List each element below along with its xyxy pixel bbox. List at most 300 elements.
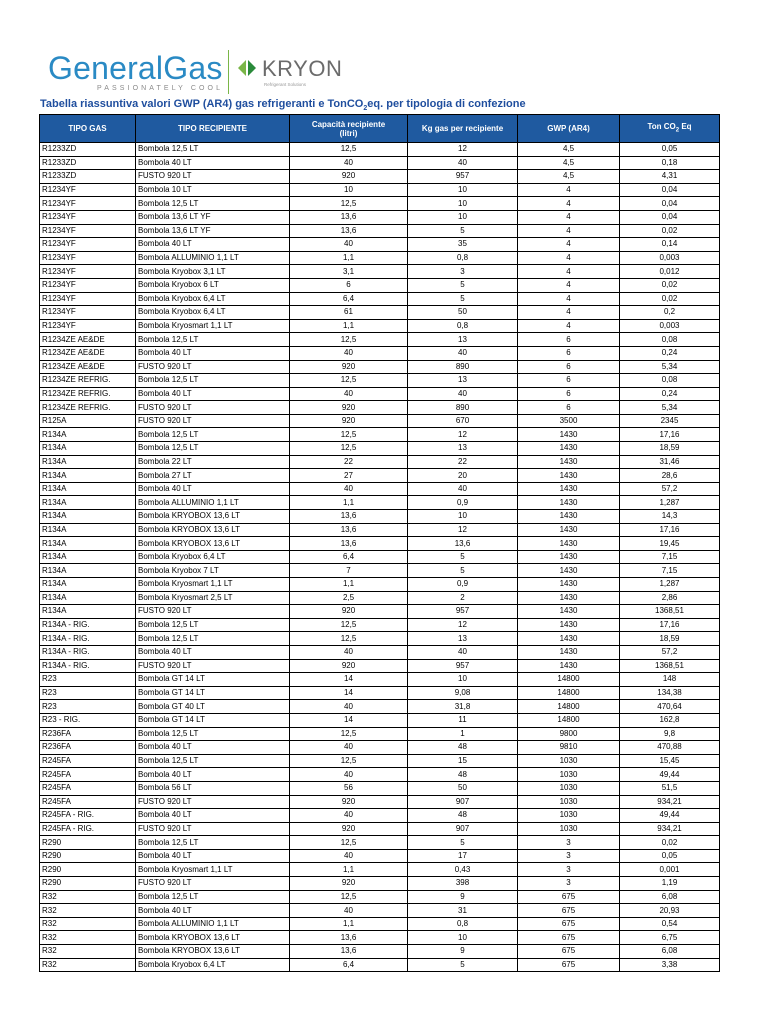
table-row	[40, 822, 720, 836]
table-row	[40, 482, 720, 496]
cell-gwp: 4	[518, 278, 620, 292]
cell-gwp: 1430	[518, 510, 620, 524]
cell-capacita: 13,6	[290, 537, 408, 551]
logo-tagline: PASSIONATELY COOL	[97, 85, 224, 92]
cell-kg: 5	[408, 550, 518, 564]
cell-capacita: 6,4	[290, 958, 408, 972]
cell-tipo-gas: R1233ZD	[40, 156, 136, 170]
cell-gwp: 9810	[518, 741, 620, 755]
cell-gwp: 4	[518, 306, 620, 320]
cell-ton-co2: 6,75	[620, 931, 720, 945]
cell-capacita: 40	[290, 700, 408, 714]
cell-capacita: 6	[290, 278, 408, 292]
cell-tipo-gas: R32	[40, 890, 136, 904]
cell-tipo-gas: R1234ZE REFRIG.	[40, 387, 136, 401]
cell-kg: 398	[408, 877, 518, 891]
cell-tipo-recipiente: Bombola Kryobox 6,4 LT	[136, 958, 290, 972]
table-row	[40, 510, 720, 524]
cell-capacita: 1,1	[290, 319, 408, 333]
cell-kg: 957	[408, 605, 518, 619]
cell-capacita: 27	[290, 469, 408, 483]
cell-tipo-recipiente: Bombola ALLUMINIO 1,1 LT	[136, 496, 290, 510]
cell-capacita: 12,5	[290, 754, 408, 768]
cell-ton-co2: 0,04	[620, 197, 720, 211]
cell-capacita: 1,1	[290, 496, 408, 510]
cell-tipo-recipiente: Bombola 13,6 LT YF	[136, 210, 290, 224]
cell-tipo-recipiente: Bombola 40 LT	[136, 849, 290, 863]
cell-gwp: 1430	[518, 550, 620, 564]
cell-kg: 48	[408, 741, 518, 755]
cell-kg: 907	[408, 795, 518, 809]
kryon-leaf-icon	[236, 58, 258, 78]
table-row	[40, 781, 720, 795]
cell-tipo-recipiente: Bombola KRYOBOX 13,6 LT	[136, 931, 290, 945]
cell-capacita: 7	[290, 564, 408, 578]
table-row	[40, 945, 720, 959]
table-row	[40, 306, 720, 320]
page-title	[40, 98, 526, 112]
cell-capacita: 2,5	[290, 591, 408, 605]
cell-capacita: 40	[290, 768, 408, 782]
cell-gwp: 1430	[518, 455, 620, 469]
cell-tipo-gas: R23 - RIG.	[40, 713, 136, 727]
cell-kg: 31	[408, 904, 518, 918]
cell-gwp: 4	[518, 210, 620, 224]
cell-tipo-gas: R236FA	[40, 727, 136, 741]
cell-tipo-gas: R245FA	[40, 795, 136, 809]
cell-tipo-recipiente: Bombola 12,5 LT	[136, 197, 290, 211]
cell-tipo-recipiente: Bombola 12,5 LT	[136, 890, 290, 904]
cell-tipo-recipiente: Bombola 27 LT	[136, 469, 290, 483]
cell-gwp: 1430	[518, 618, 620, 632]
cell-capacita: 13,6	[290, 523, 408, 537]
table-row	[40, 958, 720, 972]
cell-kg: 50	[408, 781, 518, 795]
cell-kg: 5	[408, 292, 518, 306]
table-row	[40, 618, 720, 632]
cell-gwp: 6	[518, 387, 620, 401]
cell-tipo-gas: R1234YF	[40, 251, 136, 265]
cell-tipo-recipiente: Bombola ALLUMINIO 1,1 LT	[136, 917, 290, 931]
cell-kg: 10	[408, 183, 518, 197]
cell-kg: 10	[408, 510, 518, 524]
cell-tipo-recipiente: FUSTO 920 LT	[136, 877, 290, 891]
cell-kg: 2	[408, 591, 518, 605]
cell-tipo-recipiente: FUSTO 920 LT	[136, 170, 290, 184]
cell-ton-co2: 0,08	[620, 333, 720, 347]
cell-tipo-gas: R23	[40, 700, 136, 714]
cell-tipo-gas: R134A - RIG.	[40, 618, 136, 632]
cell-capacita: 12,5	[290, 890, 408, 904]
cell-tipo-gas: R32	[40, 945, 136, 959]
cell-ton-co2: 0,24	[620, 387, 720, 401]
cell-capacita: 12,5	[290, 428, 408, 442]
cell-capacita: 12,5	[290, 442, 408, 456]
table-row	[40, 346, 720, 360]
cell-capacita: 920	[290, 795, 408, 809]
cell-kg: 13	[408, 632, 518, 646]
cell-tipo-recipiente: Bombola Kryobox 6 LT	[136, 278, 290, 292]
cell-kg: 5	[408, 224, 518, 238]
table-row	[40, 143, 720, 157]
cell-ton-co2: 0,02	[620, 292, 720, 306]
cell-tipo-gas: R245FA - RIG.	[40, 809, 136, 823]
cell-gwp: 4,5	[518, 143, 620, 157]
cell-ton-co2: 19,45	[620, 537, 720, 551]
table-row	[40, 550, 720, 564]
cell-tipo-gas: R1234YF	[40, 306, 136, 320]
cell-kg: 12	[408, 523, 518, 537]
cell-kg: 0,9	[408, 578, 518, 592]
cell-capacita: 6,4	[290, 550, 408, 564]
cell-capacita: 12,5	[290, 836, 408, 850]
cell-gwp: 4,5	[518, 170, 620, 184]
cell-ton-co2: 5,34	[620, 401, 720, 415]
title-sub: 2	[363, 105, 368, 113]
cell-tipo-gas: R134A	[40, 537, 136, 551]
logo-brand-second: Gas	[163, 50, 223, 86]
cell-tipo-recipiente: Bombola 22 LT	[136, 455, 290, 469]
cell-capacita: 12,5	[290, 197, 408, 211]
cell-kg: 40	[408, 346, 518, 360]
cell-gwp: 1430	[518, 428, 620, 442]
table-row	[40, 156, 720, 170]
cell-tipo-recipiente: Bombola 10 LT	[136, 183, 290, 197]
cell-gwp: 1030	[518, 781, 620, 795]
cell-tipo-gas: R1234YF	[40, 278, 136, 292]
cell-kg: 5	[408, 564, 518, 578]
cell-ton-co2: 17,16	[620, 618, 720, 632]
cell-kg: 22	[408, 455, 518, 469]
cell-capacita: 920	[290, 659, 408, 673]
cell-ton-co2: 49,44	[620, 768, 720, 782]
cell-tipo-gas: R1234YF	[40, 292, 136, 306]
cell-ton-co2: 0,001	[620, 863, 720, 877]
cell-capacita: 40	[290, 346, 408, 360]
cell-kg: 10	[408, 197, 518, 211]
table-row	[40, 768, 720, 782]
cell-gwp: 6	[518, 333, 620, 347]
table-row	[40, 836, 720, 850]
table-row	[40, 890, 720, 904]
table-row	[40, 564, 720, 578]
table-row	[40, 224, 720, 238]
cell-kg: 15	[408, 754, 518, 768]
kryon-logo	[236, 56, 343, 87]
cell-gwp: 6	[518, 401, 620, 415]
ton-suffix: Eq	[679, 121, 692, 131]
cell-kg: 17	[408, 849, 518, 863]
cell-capacita: 40	[290, 809, 408, 823]
cell-tipo-recipiente: Bombola 56 LT	[136, 781, 290, 795]
cell-gwp: 4	[518, 238, 620, 252]
cell-tipo-gas: R23	[40, 673, 136, 687]
cell-tipo-gas: R1234YF	[40, 183, 136, 197]
table-row	[40, 183, 720, 197]
cell-capacita: 40	[290, 645, 408, 659]
cell-tipo-gas: R134A	[40, 428, 136, 442]
table-row	[40, 809, 720, 823]
cell-tipo-recipiente: FUSTO 920 LT	[136, 822, 290, 836]
cell-tipo-recipiente: Bombola Kryobox 6,4 LT	[136, 550, 290, 564]
cell-tipo-recipiente: FUSTO 920 LT	[136, 360, 290, 374]
cell-ton-co2: 6,08	[620, 890, 720, 904]
cell-ton-co2: 0,003	[620, 319, 720, 333]
cell-tipo-gas: R32	[40, 917, 136, 931]
cell-tipo-recipiente: Bombola 12,5 LT	[136, 632, 290, 646]
cell-kg: 890	[408, 401, 518, 415]
cell-tipo-recipiente: Bombola 40 LT	[136, 482, 290, 496]
cell-ton-co2: 2345	[620, 414, 720, 428]
cell-gwp: 675	[518, 904, 620, 918]
table-row	[40, 849, 720, 863]
cell-gwp: 675	[518, 931, 620, 945]
cell-tipo-recipiente: Bombola 12,5 LT	[136, 754, 290, 768]
cell-tipo-recipiente: FUSTO 920 LT	[136, 659, 290, 673]
cell-tipo-recipiente: Bombola 12,5 LT	[136, 428, 290, 442]
cell-capacita: 12,5	[290, 618, 408, 632]
cell-gwp: 4	[518, 265, 620, 279]
cell-gwp: 3	[518, 849, 620, 863]
cell-capacita: 40	[290, 156, 408, 170]
cell-ton-co2: 6,08	[620, 945, 720, 959]
cell-capacita: 61	[290, 306, 408, 320]
cell-tipo-recipiente: Bombola 40 LT	[136, 809, 290, 823]
cell-tipo-recipiente: Bombola KRYOBOX 13,6 LT	[136, 523, 290, 537]
cell-tipo-gas: R134A	[40, 442, 136, 456]
cell-gwp: 4	[518, 292, 620, 306]
table-row	[40, 578, 720, 592]
title-prefix: Tabella riassuntiva valori GWP (AR4) gas refrigeranti e TonCO	[40, 98, 364, 110]
cell-ton-co2: 0,05	[620, 849, 720, 863]
cell-capacita: 3,1	[290, 265, 408, 279]
cell-kg: 13	[408, 374, 518, 388]
cell-ton-co2: 5,34	[620, 360, 720, 374]
table-header-row	[40, 115, 720, 143]
cell-tipo-gas: R134A - RIG.	[40, 632, 136, 646]
cell-gwp: 1430	[518, 578, 620, 592]
cell-gwp: 3	[518, 863, 620, 877]
cell-gwp: 1030	[518, 809, 620, 823]
cell-tipo-recipiente: Bombola 12,5 LT	[136, 333, 290, 347]
cell-gwp: 675	[518, 945, 620, 959]
col-header-capacita	[290, 115, 408, 143]
cell-tipo-gas: R134A - RIG.	[40, 645, 136, 659]
cell-kg: 5	[408, 958, 518, 972]
col-header-tipo-gas: TIPO GAS	[40, 115, 136, 143]
cell-tipo-gas: R134A	[40, 564, 136, 578]
cell-tipo-recipiente: Bombola GT 14 LT	[136, 686, 290, 700]
col-header-kg: Kg gas per recipiente	[408, 115, 518, 143]
table-row	[40, 645, 720, 659]
cell-tipo-gas: R32	[40, 904, 136, 918]
cell-kg: 0,8	[408, 917, 518, 931]
cell-tipo-recipiente: Bombola 40 LT	[136, 741, 290, 755]
cell-capacita: 13,6	[290, 510, 408, 524]
cell-capacita: 12,5	[290, 143, 408, 157]
cell-tipo-recipiente: Bombola KRYOBOX 13,6 LT	[136, 510, 290, 524]
table-row	[40, 278, 720, 292]
cell-ton-co2: 17,16	[620, 523, 720, 537]
cell-tipo-gas: R32	[40, 931, 136, 945]
cell-gwp: 4	[518, 197, 620, 211]
table-row	[40, 632, 720, 646]
cell-tipo-gas: R134A	[40, 523, 136, 537]
table-row	[40, 863, 720, 877]
cell-ton-co2: 18,59	[620, 442, 720, 456]
cell-tipo-gas: R245FA	[40, 754, 136, 768]
cell-capacita: 13,6	[290, 210, 408, 224]
cell-tipo-gas: R1234ZE AE&DE	[40, 333, 136, 347]
cell-ton-co2: 0,012	[620, 265, 720, 279]
cell-tipo-recipiente: Bombola Kryosmart 2,5 LT	[136, 591, 290, 605]
page-header	[48, 46, 728, 100]
table-row	[40, 292, 720, 306]
cell-ton-co2: 0,18	[620, 156, 720, 170]
cell-tipo-gas: R1233ZD	[40, 143, 136, 157]
cell-ton-co2: 7,15	[620, 564, 720, 578]
cell-tipo-gas: R1234YF	[40, 197, 136, 211]
cell-gwp: 4	[518, 224, 620, 238]
cell-kg: 12	[408, 143, 518, 157]
cell-ton-co2: 0,2	[620, 306, 720, 320]
cell-gwp: 4	[518, 319, 620, 333]
cell-tipo-gas: R134A - RIG.	[40, 659, 136, 673]
table-row	[40, 931, 720, 945]
table-row	[40, 265, 720, 279]
cell-tipo-recipiente: Bombola 40 LT	[136, 645, 290, 659]
cell-ton-co2: 0,14	[620, 238, 720, 252]
cell-ton-co2: 15,45	[620, 754, 720, 768]
cell-ton-co2: 0,04	[620, 210, 720, 224]
cell-gwp: 1430	[518, 442, 620, 456]
cell-capacita: 14	[290, 686, 408, 700]
table-row	[40, 727, 720, 741]
cell-ton-co2: 28,6	[620, 469, 720, 483]
cell-ton-co2: 934,21	[620, 822, 720, 836]
cell-kg: 9	[408, 890, 518, 904]
cell-ton-co2: 0,05	[620, 143, 720, 157]
cell-kg: 10	[408, 673, 518, 687]
cell-kg: 20	[408, 469, 518, 483]
cell-tipo-gas: R23	[40, 686, 136, 700]
table-row	[40, 659, 720, 673]
cell-tipo-gas: R1234YF	[40, 210, 136, 224]
cell-tipo-recipiente: Bombola 13,6 LT YF	[136, 224, 290, 238]
table-row	[40, 877, 720, 891]
table-row	[40, 333, 720, 347]
cell-ton-co2: 49,44	[620, 809, 720, 823]
cell-ton-co2: 14,3	[620, 510, 720, 524]
cell-capacita: 13,6	[290, 945, 408, 959]
cell-tipo-recipiente: Bombola 12,5 LT	[136, 836, 290, 850]
table-row	[40, 917, 720, 931]
cell-ton-co2: 470,64	[620, 700, 720, 714]
cell-kg: 1	[408, 727, 518, 741]
cell-gwp: 1030	[518, 795, 620, 809]
cell-capacita: 40	[290, 482, 408, 496]
cell-kg: 670	[408, 414, 518, 428]
cell-gwp: 1430	[518, 645, 620, 659]
cell-kg: 0,8	[408, 251, 518, 265]
cell-capacita: 1,1	[290, 578, 408, 592]
cell-tipo-gas: R134A	[40, 550, 136, 564]
cell-capacita: 1,1	[290, 863, 408, 877]
cell-ton-co2: 57,2	[620, 645, 720, 659]
cell-ton-co2: 934,21	[620, 795, 720, 809]
table-row	[40, 469, 720, 483]
cell-ton-co2: 1,287	[620, 496, 720, 510]
cell-kg: 35	[408, 238, 518, 252]
cell-gwp: 9800	[518, 727, 620, 741]
cell-gwp: 1430	[518, 523, 620, 537]
cell-ton-co2: 470,88	[620, 741, 720, 755]
cell-kg: 957	[408, 659, 518, 673]
cell-kg: 890	[408, 360, 518, 374]
cell-capacita: 920	[290, 170, 408, 184]
cell-tipo-gas: R134A	[40, 455, 136, 469]
cell-tipo-recipiente: Bombola 40 LT	[136, 387, 290, 401]
table-row	[40, 741, 720, 755]
gas-table	[39, 114, 720, 972]
cell-tipo-gas: R1234ZE AE&DE	[40, 346, 136, 360]
cell-capacita: 40	[290, 387, 408, 401]
cell-kg: 3	[408, 265, 518, 279]
cell-ton-co2: 3,38	[620, 958, 720, 972]
table-row	[40, 754, 720, 768]
cell-tipo-recipiente: Bombola KRYOBOX 13,6 LT	[136, 945, 290, 959]
cell-capacita: 920	[290, 605, 408, 619]
cell-ton-co2: 1368,51	[620, 605, 720, 619]
cell-ton-co2: 17,16	[620, 428, 720, 442]
cell-gwp: 4	[518, 183, 620, 197]
cell-kg: 957	[408, 170, 518, 184]
capacita-line1: Capacità recipiente	[311, 119, 386, 129]
cell-ton-co2: 1368,51	[620, 659, 720, 673]
cell-ton-co2: 0,02	[620, 278, 720, 292]
cell-gwp: 1430	[518, 469, 620, 483]
cell-ton-co2: 20,93	[620, 904, 720, 918]
cell-kg: 5	[408, 278, 518, 292]
cell-capacita: 13,6	[290, 931, 408, 945]
table-row	[40, 700, 720, 714]
table-row	[40, 428, 720, 442]
cell-gwp: 14800	[518, 686, 620, 700]
table-row	[40, 605, 720, 619]
logo-brand-first: General	[48, 50, 164, 86]
table-row	[40, 414, 720, 428]
cell-tipo-gas: R236FA	[40, 741, 136, 755]
capacita-line2: (litri)	[339, 128, 358, 138]
cell-tipo-recipiente: Bombola Kryobox 6,4 LT	[136, 292, 290, 306]
cell-tipo-recipiente: Bombola 12,5 LT	[136, 442, 290, 456]
cell-tipo-gas: R245FA - RIG.	[40, 822, 136, 836]
cell-ton-co2: 7,15	[620, 550, 720, 564]
cell-gwp: 1030	[518, 822, 620, 836]
cell-capacita: 40	[290, 849, 408, 863]
cell-gwp: 6	[518, 360, 620, 374]
cell-kg: 0,43	[408, 863, 518, 877]
cell-ton-co2: 0,54	[620, 917, 720, 931]
cell-capacita: 12,5	[290, 333, 408, 347]
cell-ton-co2: 1,19	[620, 877, 720, 891]
cell-kg: 10	[408, 210, 518, 224]
cell-kg: 10	[408, 931, 518, 945]
cell-gwp: 1430	[518, 564, 620, 578]
cell-gwp: 4,5	[518, 156, 620, 170]
cell-ton-co2: 57,2	[620, 482, 720, 496]
table-row	[40, 686, 720, 700]
